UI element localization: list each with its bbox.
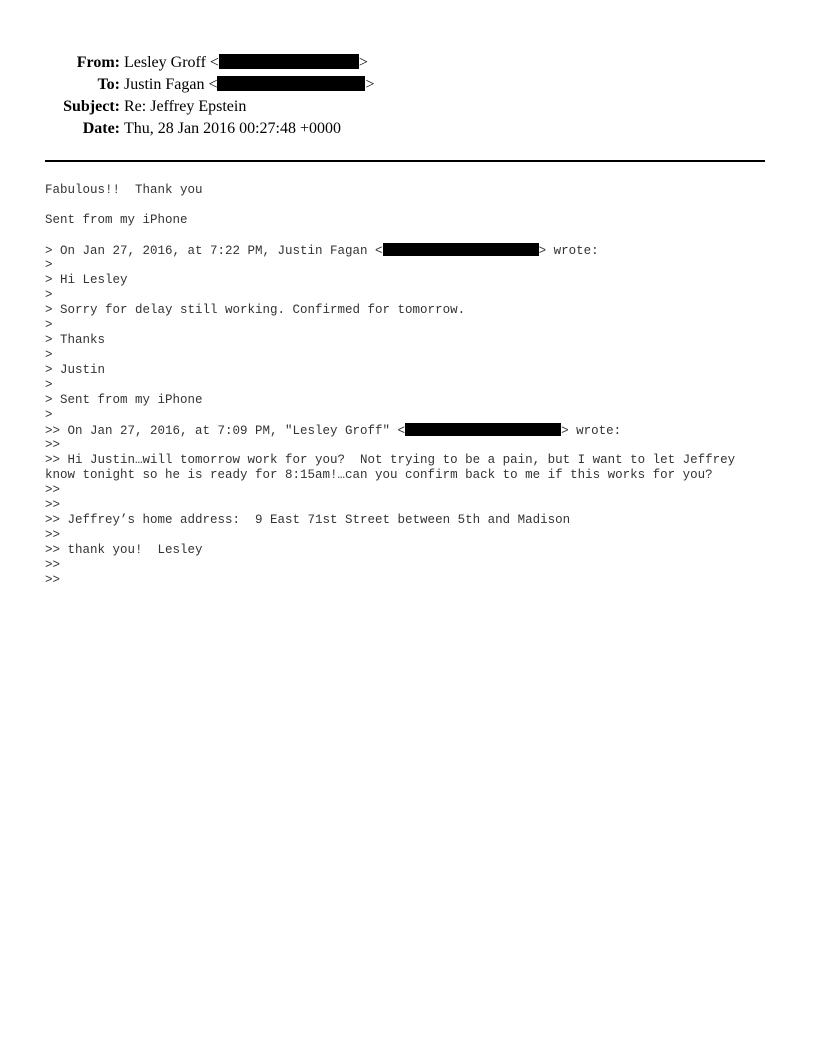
body-line: >> [45, 483, 61, 497]
header-divider [45, 160, 765, 162]
from-value [120, 52, 368, 74]
body-line: Fabulous!! Thank you [45, 183, 203, 197]
redaction-block [405, 423, 561, 436]
body-line: > [45, 258, 53, 272]
to-label: To: [97, 76, 120, 93]
body-line [45, 228, 775, 243]
email-body [45, 183, 775, 588]
subject-label: Subject: [63, 98, 120, 115]
quote-header-text: > On Jan 27, 2016, at 7:22 PM, Justin Fagan < [45, 244, 383, 258]
quote-header-end: > wrote: [561, 424, 622, 438]
body-line: > Thanks [45, 333, 106, 347]
body-line: > [45, 378, 53, 392]
body-line: >> thank you! Lesley [45, 543, 203, 557]
redaction-block [217, 76, 365, 91]
subject-value: Re: Jeffrey Epstein [124, 98, 247, 115]
quote-header-text: >> On Jan 27, 2016, at 7:09 PM, "Lesley Groff" < [45, 424, 406, 438]
date-label: Date: [82, 120, 120, 137]
body-line: > Sent from my iPhone [45, 393, 203, 407]
body-line: >> [45, 558, 61, 572]
body-line: > [45, 408, 53, 422]
redaction-block [383, 243, 539, 256]
body-line: > Justin [45, 363, 106, 377]
from-label: From: [76, 54, 120, 71]
from-row [0, 52, 816, 74]
body-line: >> Hi Justin…will tomorrow work for you? Not trying to be a pain, but I want to let Jeffrey [45, 453, 736, 467]
body-line: >> [45, 498, 61, 512]
body-line: > [45, 288, 53, 302]
quote-header-end: > wrote: [538, 244, 599, 258]
redaction-block [219, 54, 359, 69]
body-line: > [45, 348, 53, 362]
date-row [0, 118, 816, 140]
body-line [45, 243, 775, 258]
subject-row [0, 96, 816, 118]
to-name: Justin Fagan < [124, 76, 218, 93]
body-line: >> Jeffrey’s home address: 9 East 71st Street between 5th and Madison [45, 513, 571, 527]
to-close: > [365, 76, 375, 93]
to-row [0, 74, 816, 96]
body-line: >> [45, 573, 61, 587]
body-line: > Sorry for delay still working. Confirmed for tomorrow. [45, 303, 466, 317]
body-line [45, 198, 775, 213]
date-value: Thu, 28 Jan 2016 00:27:48 +0000 [124, 120, 342, 137]
body-line: Sent from my iPhone [45, 213, 188, 227]
email-header [0, 52, 816, 140]
to-value [120, 74, 375, 96]
from-close: > [358, 54, 368, 71]
body-line: >> [45, 528, 61, 542]
body-line: > Hi Lesley [45, 273, 128, 287]
body-line: > [45, 318, 53, 332]
body-line: >> [45, 438, 61, 452]
body-line: know tonight so he is ready for 8:15am!…can you confirm back to me if this works for you? [45, 468, 713, 482]
body-line [45, 423, 775, 438]
from-name: Lesley Groff < [124, 54, 219, 71]
